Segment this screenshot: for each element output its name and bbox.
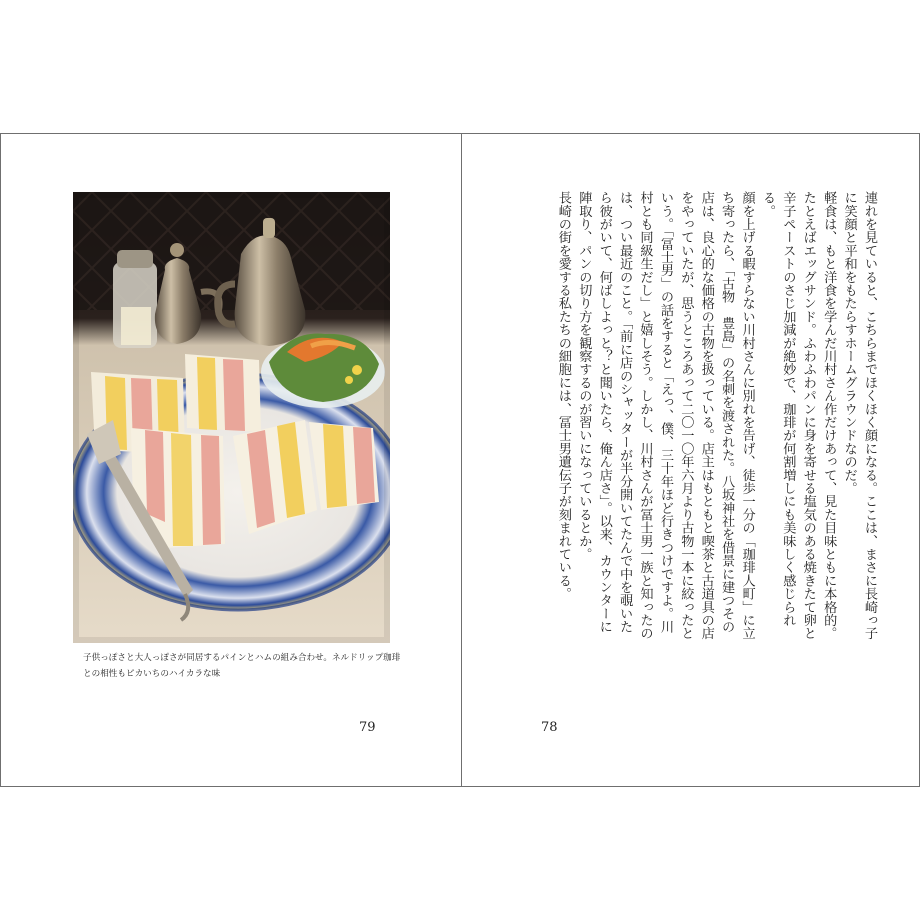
photo-caption	[83, 650, 403, 682]
body-paragraph-3: 顔を上げる暇すらない川村さんに別れを告げ、徒歩一分の「珈琲人町」に立ち寄ったら、「古物 豊島」の名刺を渡された。八坂神社を借景に建つその店は、良心的な価格の古物を扱っている。店主はもともと喫茶と古道具の店をやっていたが、思うところあって二〇一〇年六月より古物一本に絞ったという。「冨士男」の話をすると「えっ、僕、三十年ほど行きつけですよ。川村とも同級生だし」と嬉しそう。しかし、川村さんが冨士男一族と知ったのは、つい最近のこと。「前に店のシャッターが半分開いてたんで中を覗いたら彼がいて、何ばしよっと？と聞いたら、俺ん店さ」。以来、カウンターに陣取り、パンの切り方を観察するのが習いになっているとか。	[576, 191, 755, 640]
page-number-left: 79	[359, 720, 376, 735]
left-page	[1, 134, 461, 786]
caption-line-1: 子供っぽさと大人っぽさが同居するパインとハムの組み合わせ。ネルドリップ珈琲	[83, 653, 401, 663]
body-paragraph-1: 連れを見ていると、こちらまでほくほく顔になる。ここは、まさに長崎っ子に笑顔と平和をもたらすホームグラウンドなのだ。	[841, 191, 877, 640]
sandwich-photo	[73, 192, 390, 643]
body-paragraph-4: 長崎の街を愛する私たちの細胞には、冨士男遺伝子が刻まれている。	[555, 191, 571, 601]
caption-line-2: との相性もピカいちのハイカラな味	[83, 669, 221, 679]
sandwich-photo-illustration	[73, 192, 390, 643]
vertical-body-text	[549, 191, 879, 641]
book-spread	[0, 133, 920, 787]
page-number-right: 78	[541, 720, 558, 735]
body-paragraph-2: 軽食は、もと洋食を学んだ川村さん作だけあって、見た目味ともに本格的。たとえばエッグサンド。ふわふわパンに身を寄せる塩気のある焼きたて卵と辛子ペーストのさじ加減が絶妙で、珈琲が何割増しにも美味しく感じられる。	[759, 191, 837, 640]
right-page	[462, 134, 919, 786]
